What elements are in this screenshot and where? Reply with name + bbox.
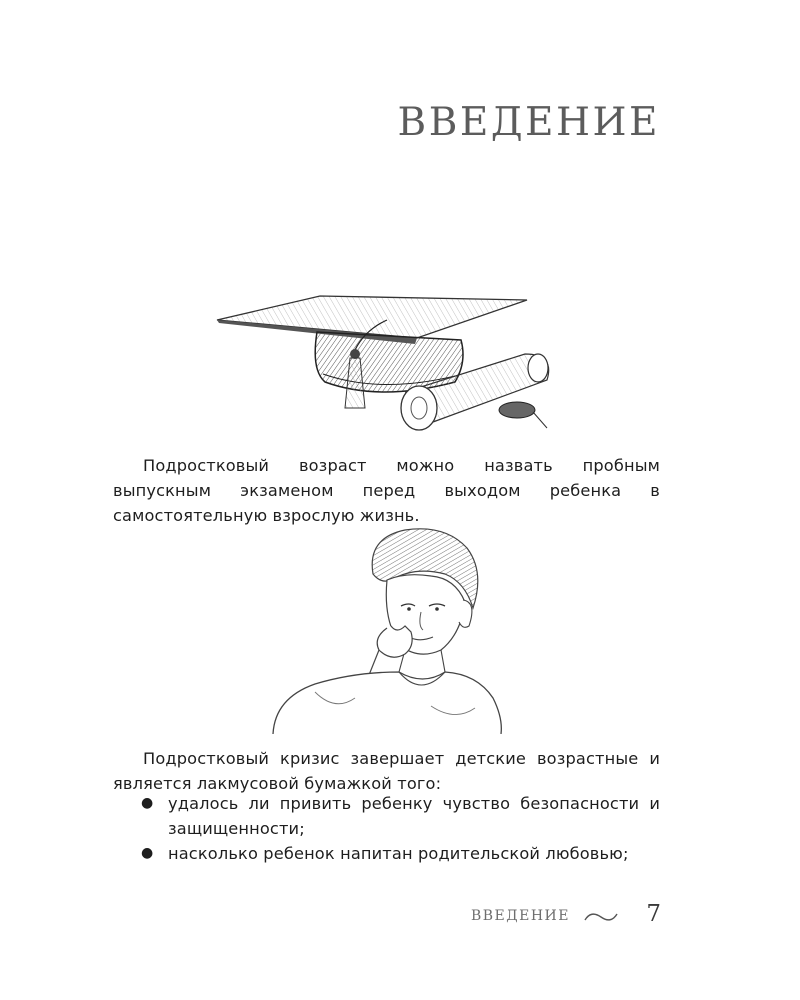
page-footer [440, 900, 665, 934]
running-footer-title: ВВЕДЕНИЕ [470, 908, 570, 924]
tilde-ornament-icon [583, 908, 619, 926]
list-item [113, 841, 660, 866]
bullet-list [113, 791, 660, 866]
list-item-text: удалось ли привить ребенку чувство безопасности и защищенности; [168, 794, 660, 838]
bullet-icon: ● [141, 795, 154, 811]
body-paragraph: Подростковый кризис завершает детские возрастные и является лакмусовой бумажкой того: [113, 749, 660, 793]
bullet-icon: ● [141, 845, 154, 861]
page-number: 7 [646, 901, 661, 927]
page-title: ВВЕДЕНИЕ [397, 100, 660, 145]
body-paragraph: Подростковый возраст можно назвать пробным выпускным экзаменом перед выходом ребенка в самостоятельную взрослую жизнь. [113, 456, 660, 525]
list-item [113, 791, 660, 841]
graduation-cap-and-diploma-icon [205, 282, 565, 442]
list-item-text: насколько ребенок напитан родительской любовью; [168, 844, 629, 863]
thinking-teenager-icon [255, 522, 515, 734]
